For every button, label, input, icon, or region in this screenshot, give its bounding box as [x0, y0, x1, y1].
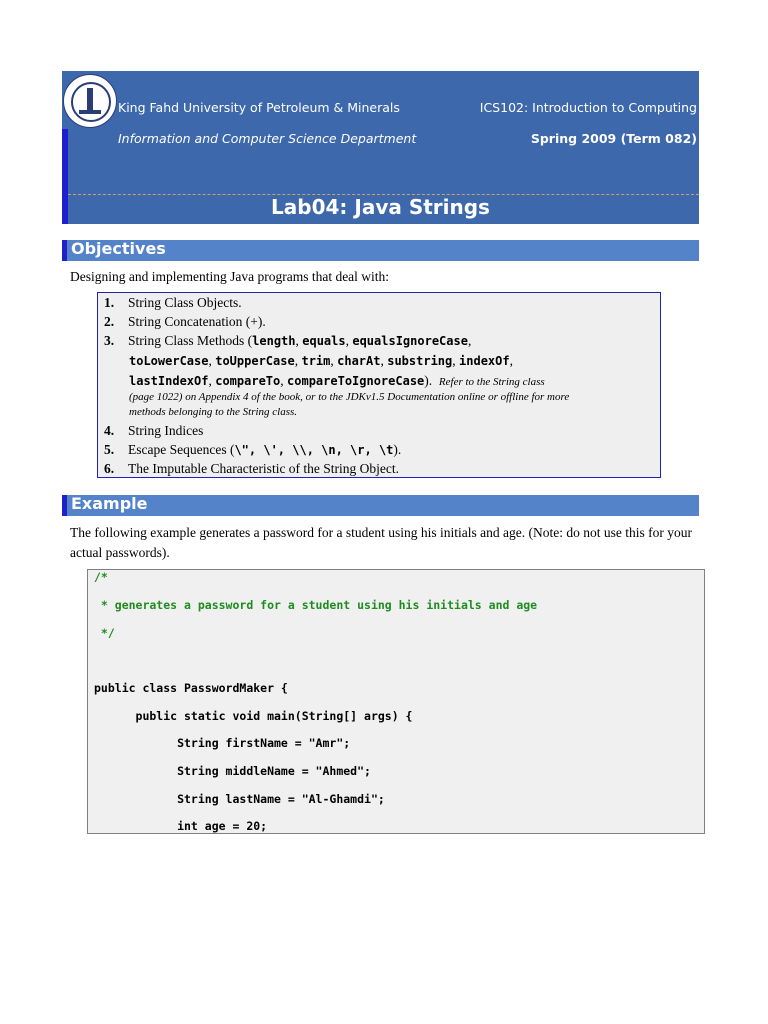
code-line: public class PasswordMaker {: [94, 681, 288, 695]
list-item-continuation: toLowerCase, toUpperCase, trim, charAt, substring, indexOf,: [129, 353, 513, 368]
university-name: King Fahd University of Petroleum & Minerals: [118, 100, 400, 115]
list-item-continuation: lastIndexOf, compareTo, compareToIgnoreCase). Refer to the String class: [129, 373, 545, 388]
list-item: 5. Escape Sequences (\", \', \\, \n, \r, \t).: [104, 442, 402, 457]
term-label: Spring 2009 (Term 082): [530, 131, 697, 146]
list-item: 3. String Class Methods (length, equals, equalsIgnoreCase,: [104, 333, 472, 348]
objectives-heading-bar: [62, 240, 699, 261]
department-name: Information and Computer Science Department: [118, 131, 417, 146]
code-block: [87, 569, 705, 834]
course-name: ICS102: Introduction to Computing: [479, 100, 697, 115]
lab-title: Lab04: Java Strings: [271, 195, 490, 219]
list-item: 4. String Indices: [104, 423, 204, 438]
document-header: [62, 71, 699, 224]
list-item-note: (page 1022) on Appendix 4 of the book, or to the JDKv1.5 Documentation online or offline for more: [129, 391, 570, 403]
code-line: String lastName = "Al-Ghamdi";: [94, 792, 385, 806]
objectives-intro: Designing and implementing Java programs that deal with:: [70, 269, 390, 284]
example-heading-bar: [62, 495, 699, 516]
example-description: The following example generates a password for a student using his initials and age. (Note: do not use this for your actual passwords).: [70, 525, 692, 560]
objectives-list: [97, 292, 661, 478]
code-line: */: [94, 626, 115, 640]
list-item-note: methods belonging to the String class.: [129, 406, 298, 418]
code-line: /*: [94, 570, 108, 584]
list-item: 2. String Concatenation (+).: [104, 314, 266, 329]
code-line: * generates a password for a student using his initials and age: [94, 598, 538, 612]
code-line: String firstName = "Amr";: [94, 736, 351, 750]
example-heading: Example: [71, 494, 148, 513]
objectives-heading: Objectives: [71, 239, 166, 258]
university-seal-icon: [63, 74, 117, 128]
list-item: 1. String Class Objects.: [104, 295, 242, 310]
code-line: String middleName = "Ahmed";: [94, 764, 371, 778]
code-line: int age = 20;: [94, 819, 268, 833]
list-item: 6. The Imputable Characteristic of the String Object.: [104, 461, 400, 476]
code-line: public static void main(String[] args) {: [94, 709, 413, 723]
